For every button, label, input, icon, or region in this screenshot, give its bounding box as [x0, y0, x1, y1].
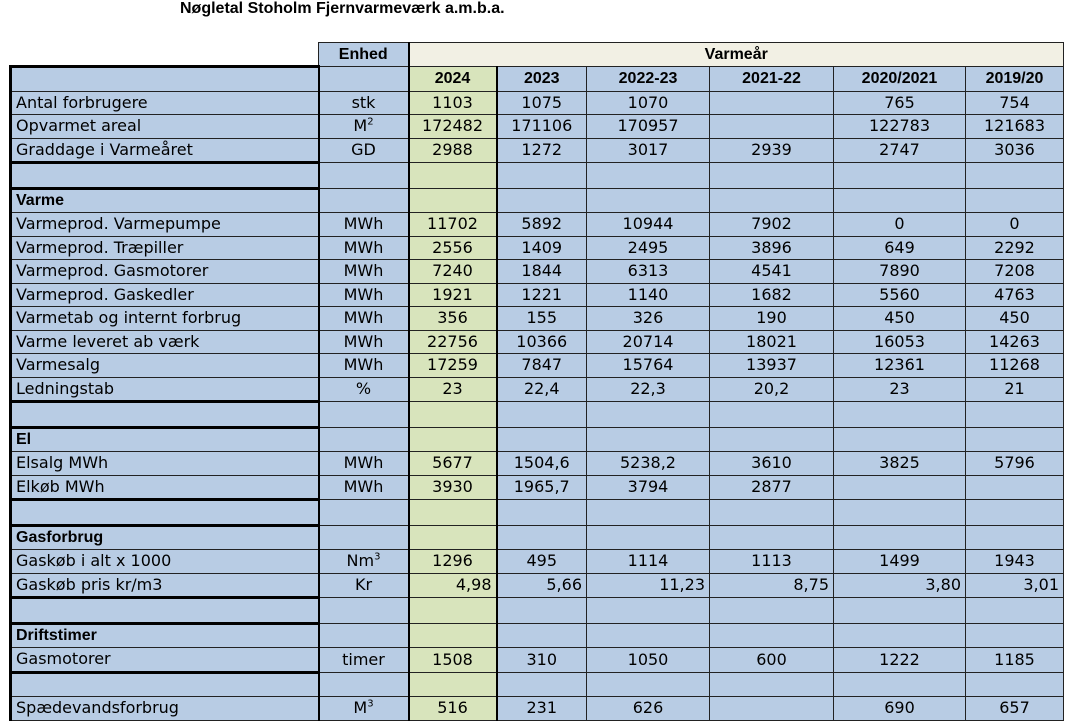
year-header: 2020/2021	[834, 67, 966, 92]
table-row	[11, 213, 1064, 237]
row-unit	[319, 91, 409, 115]
spacer-cell	[966, 163, 1064, 189]
section-cell	[409, 623, 497, 648]
table-row	[11, 377, 1064, 402]
unit-superscript: 2	[367, 116, 374, 128]
row-unit	[319, 452, 409, 476]
section-row	[11, 525, 1064, 550]
value-cell: 1508	[409, 648, 497, 673]
value-cell: 22756	[409, 330, 497, 354]
row-label: Varmeprod. Træpiller	[11, 236, 319, 260]
unit-text: M	[353, 116, 368, 136]
value-cell: 1504,6	[497, 452, 587, 476]
value-cell: 155	[497, 307, 587, 331]
spacer-cell	[497, 672, 587, 697]
row-unit	[319, 213, 409, 237]
spacer-cell	[966, 672, 1064, 697]
row-label: Varmeprod. Gaskedler	[11, 283, 319, 307]
row-unit	[319, 138, 409, 163]
spacer-cell	[834, 598, 966, 624]
unit-text: stk	[351, 92, 376, 112]
spacer-row	[11, 402, 1064, 428]
value-cell: 13937	[710, 354, 834, 378]
row-label: Gaskøb i alt x 1000	[11, 550, 319, 574]
table-row	[11, 475, 1064, 500]
row-label: Ledningstab	[11, 377, 319, 402]
value-cell: 3825	[834, 452, 966, 476]
value-cell: 3896	[710, 236, 834, 260]
value-cell	[710, 115, 834, 139]
value-cell: 20,2	[710, 377, 834, 402]
spacer-cell	[497, 500, 587, 526]
section-cell	[710, 525, 834, 550]
value-cell: 1070	[587, 91, 710, 115]
spacer-cell	[497, 402, 587, 428]
value-cell: 1221	[497, 283, 587, 307]
spacer-cell	[497, 163, 587, 189]
value-cell: 1075	[497, 91, 587, 115]
value-cell: 6313	[587, 260, 710, 284]
value-cell: 171106	[497, 115, 587, 139]
value-cell: 1140	[587, 283, 710, 307]
spacer-cell	[409, 402, 497, 428]
table-row	[11, 330, 1064, 354]
value-cell: 765	[834, 91, 966, 115]
section-cell	[409, 188, 497, 213]
value-cell: 3,80	[834, 573, 966, 598]
row-label: Varme leveret ab værk	[11, 330, 319, 354]
unit-text: MWh	[343, 261, 384, 281]
unit-text: GD	[351, 140, 376, 160]
value-cell: 20714	[587, 330, 710, 354]
section-cell	[710, 427, 834, 452]
table-row	[11, 91, 1064, 115]
value-cell: 21	[966, 377, 1064, 402]
value-cell: 11702	[409, 213, 497, 237]
value-cell: 14263	[966, 330, 1064, 354]
unit-text: MWh	[343, 331, 384, 351]
value-cell: 1114	[587, 550, 710, 574]
value-cell: 310	[497, 648, 587, 673]
value-cell: 8,75	[710, 573, 834, 598]
unit-superscript: 3	[367, 698, 374, 710]
value-cell: 12361	[834, 354, 966, 378]
value-cell: 23	[834, 377, 966, 402]
value-cell: 2939	[710, 138, 834, 163]
row-unit	[319, 573, 409, 598]
spacer-unit	[319, 672, 409, 697]
value-cell	[966, 475, 1064, 500]
value-cell: 2556	[409, 236, 497, 260]
section-cell	[497, 427, 587, 452]
value-cell: 3930	[409, 475, 497, 500]
value-cell: 7890	[834, 260, 966, 284]
unit-text: MWh	[343, 453, 384, 473]
spacer-label	[11, 500, 319, 526]
value-cell: 122783	[834, 115, 966, 139]
unit-text: MWh	[343, 237, 384, 257]
section-title: Varme	[11, 188, 319, 213]
value-cell: 2988	[409, 138, 497, 163]
table-row	[11, 452, 1064, 476]
section-cell	[710, 623, 834, 648]
row-unit	[319, 236, 409, 260]
spacer-cell	[966, 598, 1064, 624]
key-figures-table	[9, 42, 1064, 721]
section-cell	[587, 623, 710, 648]
spacer-label	[11, 402, 319, 428]
table-row	[11, 236, 1064, 260]
spacer-cell	[409, 672, 497, 697]
value-cell: 1682	[710, 283, 834, 307]
value-cell	[710, 697, 834, 721]
section-cell	[966, 525, 1064, 550]
section-cell	[966, 188, 1064, 213]
value-cell: 1272	[497, 138, 587, 163]
value-cell: 1921	[409, 283, 497, 307]
value-cell: 3017	[587, 138, 710, 163]
row-label: Opvarmet areal	[11, 115, 319, 139]
value-cell: 1103	[409, 91, 497, 115]
value-cell: 172482	[409, 115, 497, 139]
value-cell: 7847	[497, 354, 587, 378]
value-cell: 5796	[966, 452, 1064, 476]
header-label-blank	[11, 67, 319, 92]
header-unit-blank	[319, 67, 409, 92]
value-cell: 11268	[966, 354, 1064, 378]
value-cell: 15764	[587, 354, 710, 378]
row-label: Gasmotorer	[11, 648, 319, 673]
value-cell: 3794	[587, 475, 710, 500]
value-cell: 5238,2	[587, 452, 710, 476]
spacer-cell	[710, 402, 834, 428]
value-cell: 1943	[966, 550, 1064, 574]
value-cell: 170957	[587, 115, 710, 139]
section-title: Gasforbrug	[11, 525, 319, 550]
value-cell: 2495	[587, 236, 710, 260]
unit-text: timer	[342, 649, 385, 669]
value-cell: 1185	[966, 648, 1064, 673]
spacer-row	[11, 672, 1064, 697]
table-row	[11, 307, 1064, 331]
value-cell: 2877	[710, 475, 834, 500]
spacer-cell	[834, 402, 966, 428]
unit-text: %	[355, 379, 372, 399]
year-header: 2022-23	[587, 67, 710, 92]
spacer-label	[11, 163, 319, 189]
section-cell	[834, 623, 966, 648]
spacer-cell	[710, 163, 834, 189]
header-row-group	[11, 43, 1064, 67]
value-cell: 7208	[966, 260, 1064, 284]
spacer-cell	[587, 500, 710, 526]
year-header: 2019/20	[966, 67, 1064, 92]
row-unit	[319, 550, 409, 574]
value-cell: 754	[966, 91, 1064, 115]
spacer-unit	[319, 598, 409, 624]
unit-superscript: 3	[374, 551, 381, 563]
value-cell: 2292	[966, 236, 1064, 260]
spacer-cell	[587, 672, 710, 697]
spacer-cell	[409, 163, 497, 189]
spacer-cell	[834, 500, 966, 526]
spacer-row	[11, 598, 1064, 624]
value-cell: 690	[834, 697, 966, 721]
row-label: Varmesalg	[11, 354, 319, 378]
section-row	[11, 427, 1064, 452]
section-title: Driftstimer	[11, 623, 319, 648]
spacer-cell	[834, 163, 966, 189]
table-row	[11, 260, 1064, 284]
unit-text: Nm	[346, 551, 375, 571]
value-cell: 16053	[834, 330, 966, 354]
value-cell: 11,23	[587, 573, 710, 598]
row-label: Spædevandsforbrug	[11, 697, 319, 721]
row-unit	[319, 377, 409, 402]
row-label: Varmetab og internt forbrug	[11, 307, 319, 331]
value-cell: 600	[710, 648, 834, 673]
spacer-cell	[587, 163, 710, 189]
unit-text: MWh	[343, 214, 384, 234]
unit-text: MWh	[343, 308, 384, 328]
unit-text: MWh	[343, 355, 384, 375]
unit-text: MWh	[343, 477, 384, 497]
value-cell: 23	[409, 377, 497, 402]
value-cell	[710, 91, 834, 115]
spacer-cell	[966, 500, 1064, 526]
value-cell: 516	[409, 697, 497, 721]
section-cell	[497, 623, 587, 648]
value-cell: 5677	[409, 452, 497, 476]
value-cell: 1409	[497, 236, 587, 260]
table-row	[11, 697, 1064, 721]
row-label: Varmeprod. Gasmotorer	[11, 260, 319, 284]
value-cell: 4,98	[409, 573, 497, 598]
value-cell: 326	[587, 307, 710, 331]
value-cell: 3036	[966, 138, 1064, 163]
section-row	[11, 623, 1064, 648]
value-cell: 1113	[710, 550, 834, 574]
value-cell: 450	[834, 307, 966, 331]
row-unit	[319, 697, 409, 721]
value-cell: 7240	[409, 260, 497, 284]
value-cell: 1296	[409, 550, 497, 574]
spacer-row	[11, 500, 1064, 526]
page-title: Nøgletal Stoholm Fjernvarmeværk a.m.b.a.	[180, 0, 505, 17]
row-label: Gaskøb pris kr/m3	[11, 573, 319, 598]
value-cell: 1844	[497, 260, 587, 284]
unit-text: Kr	[354, 575, 373, 595]
value-cell: 3610	[710, 452, 834, 476]
value-cell: 7902	[710, 213, 834, 237]
row-unit	[319, 648, 409, 673]
value-cell: 190	[710, 307, 834, 331]
table-row	[11, 550, 1064, 574]
section-cell	[834, 188, 966, 213]
spacer-cell	[409, 598, 497, 624]
spacer-unit	[319, 500, 409, 526]
value-cell: 1965,7	[497, 475, 587, 500]
spacer-cell	[966, 402, 1064, 428]
spacer-label	[11, 598, 319, 624]
spacer-unit	[319, 402, 409, 428]
section-cell	[409, 525, 497, 550]
value-cell: 495	[497, 550, 587, 574]
value-cell: 5,66	[497, 573, 587, 598]
value-cell: 17259	[409, 354, 497, 378]
value-cell: 1222	[834, 648, 966, 673]
section-cell	[587, 427, 710, 452]
spacer-cell	[409, 500, 497, 526]
row-unit	[319, 260, 409, 284]
section-cell	[587, 188, 710, 213]
value-cell: 18021	[710, 330, 834, 354]
value-cell: 649	[834, 236, 966, 260]
header-blank	[11, 43, 319, 67]
value-cell: 657	[966, 697, 1064, 721]
row-unit	[319, 283, 409, 307]
table-row	[11, 573, 1064, 598]
section-cell	[966, 427, 1064, 452]
section-unit	[319, 427, 409, 452]
row-label: Elsalg MWh	[11, 452, 319, 476]
value-cell: 626	[587, 697, 710, 721]
table-row	[11, 283, 1064, 307]
row-unit	[319, 115, 409, 139]
value-cell: 22,4	[497, 377, 587, 402]
spacer-cell	[710, 672, 834, 697]
section-cell	[497, 188, 587, 213]
value-cell: 5892	[497, 213, 587, 237]
value-cell: 4763	[966, 283, 1064, 307]
value-cell	[834, 475, 966, 500]
spacer-row	[11, 163, 1064, 189]
section-cell	[834, 427, 966, 452]
row-unit	[319, 330, 409, 354]
section-cell	[710, 188, 834, 213]
row-label: Antal forbrugere	[11, 91, 319, 115]
section-cell	[834, 525, 966, 550]
unit-header: Enhed	[319, 43, 409, 67]
value-cell: 0	[966, 213, 1064, 237]
spacer-cell	[710, 598, 834, 624]
section-cell	[409, 427, 497, 452]
row-label: Graddage i Varmeåret	[11, 138, 319, 163]
value-cell: 22,3	[587, 377, 710, 402]
value-cell: 450	[966, 307, 1064, 331]
section-cell	[587, 525, 710, 550]
header-row-years	[11, 67, 1064, 92]
spacer-cell	[834, 672, 966, 697]
value-cell: 4541	[710, 260, 834, 284]
table-row	[11, 115, 1064, 139]
section-unit	[319, 188, 409, 213]
value-cell: 0	[834, 213, 966, 237]
spacer-unit	[319, 163, 409, 189]
row-label: Varmeprod. Varmepumpe	[11, 213, 319, 237]
year-header: 2021-22	[710, 67, 834, 92]
value-cell: 2747	[834, 138, 966, 163]
spacer-cell	[587, 598, 710, 624]
section-cell	[497, 525, 587, 550]
section-cell	[966, 623, 1064, 648]
spacer-cell	[710, 500, 834, 526]
value-cell: 5560	[834, 283, 966, 307]
row-unit	[319, 307, 409, 331]
value-cell: 10944	[587, 213, 710, 237]
section-unit	[319, 525, 409, 550]
table-row	[11, 354, 1064, 378]
spacer-label	[11, 672, 319, 697]
section-unit	[319, 623, 409, 648]
value-cell: 1499	[834, 550, 966, 574]
row-label: Elkøb MWh	[11, 475, 319, 500]
section-title: El	[11, 427, 319, 452]
value-cell: 10366	[497, 330, 587, 354]
unit-text: MWh	[343, 284, 384, 304]
spacer-cell	[497, 598, 587, 624]
unit-text: M	[353, 698, 368, 718]
value-cell: 121683	[966, 115, 1064, 139]
value-cell: 231	[497, 697, 587, 721]
section-row	[11, 188, 1064, 213]
group-header: Varmeår	[409, 43, 1064, 67]
row-unit	[319, 354, 409, 378]
row-unit	[319, 475, 409, 500]
year-header: 2024	[409, 67, 497, 92]
value-cell: 356	[409, 307, 497, 331]
table-row	[11, 648, 1064, 673]
year-header: 2023	[497, 67, 587, 92]
value-cell: 3,01	[966, 573, 1064, 598]
spacer-cell	[587, 402, 710, 428]
value-cell: 1050	[587, 648, 710, 673]
table-row	[11, 138, 1064, 163]
